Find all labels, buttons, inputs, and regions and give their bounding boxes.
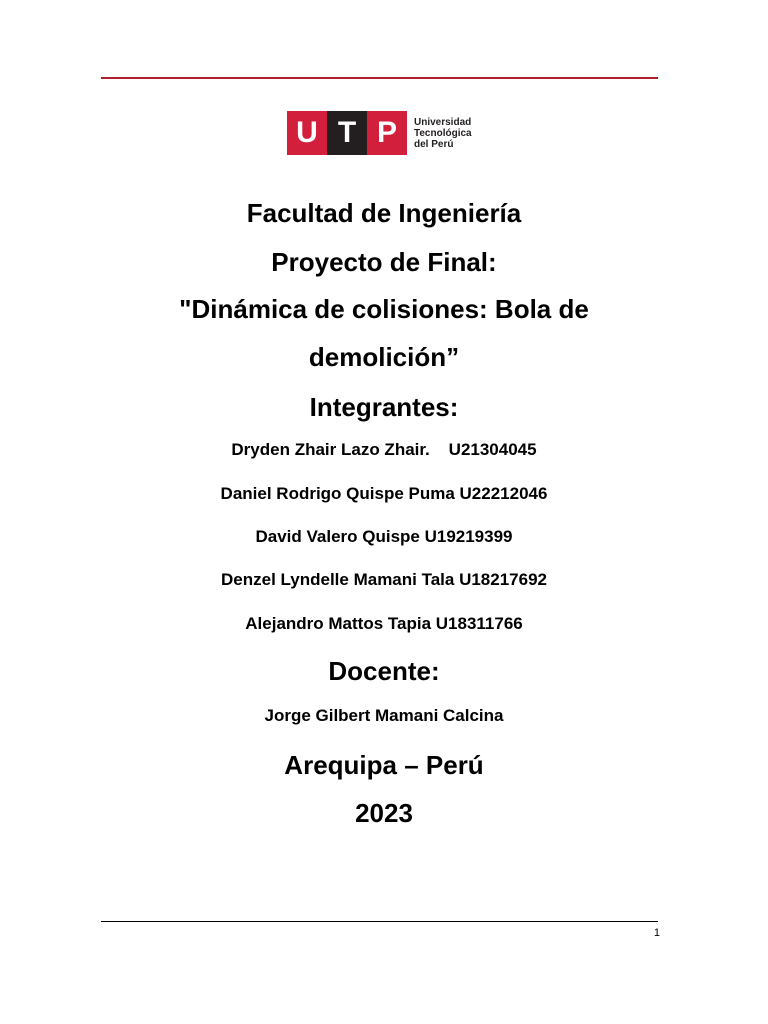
faculty-heading: Facultad de Ingeniería: [246, 198, 522, 228]
members-heading: Integrantes:: [309, 392, 459, 422]
member-item: Alejandro Mattos Tapia U18311766: [245, 614, 523, 633]
footer-rule: [101, 921, 658, 922]
header-rule: [101, 77, 658, 79]
utp-logo: [287, 111, 472, 155]
member-item: Daniel Rodrigo Quispe Puma U22212046: [220, 484, 548, 503]
member-item: Dryden Zhair Lazo Zhair. U21304045: [231, 440, 537, 459]
member-item: Denzel Lyndelle Mamani Tala U18217692: [221, 570, 547, 589]
member-item: David Valero Quispe U19219399: [255, 527, 513, 546]
logo-wordmark: [414, 117, 472, 150]
logo-text-line: del Perú: [414, 138, 454, 150]
logo-text-line: Universidad: [414, 116, 472, 128]
project-label: Proyecto de Final:: [271, 247, 497, 277]
teacher-heading: Docente:: [328, 656, 440, 686]
logo-letter-p: P: [367, 111, 407, 155]
project-title-line1: "Dinámica de colisiones: Bola de: [179, 294, 589, 324]
project-title-line2: demolición”: [308, 342, 460, 372]
teacher-name: Jorge Gilbert Mamani Calcina: [264, 706, 504, 725]
logo-letter-u: U: [287, 111, 327, 155]
place-text: Arequipa – Perú: [284, 750, 484, 780]
logo-text-line: Tecnológica: [414, 127, 472, 139]
logo-letter-t: T: [327, 111, 367, 155]
year-text: 2023: [355, 798, 413, 828]
page-number: 1: [653, 927, 660, 939]
